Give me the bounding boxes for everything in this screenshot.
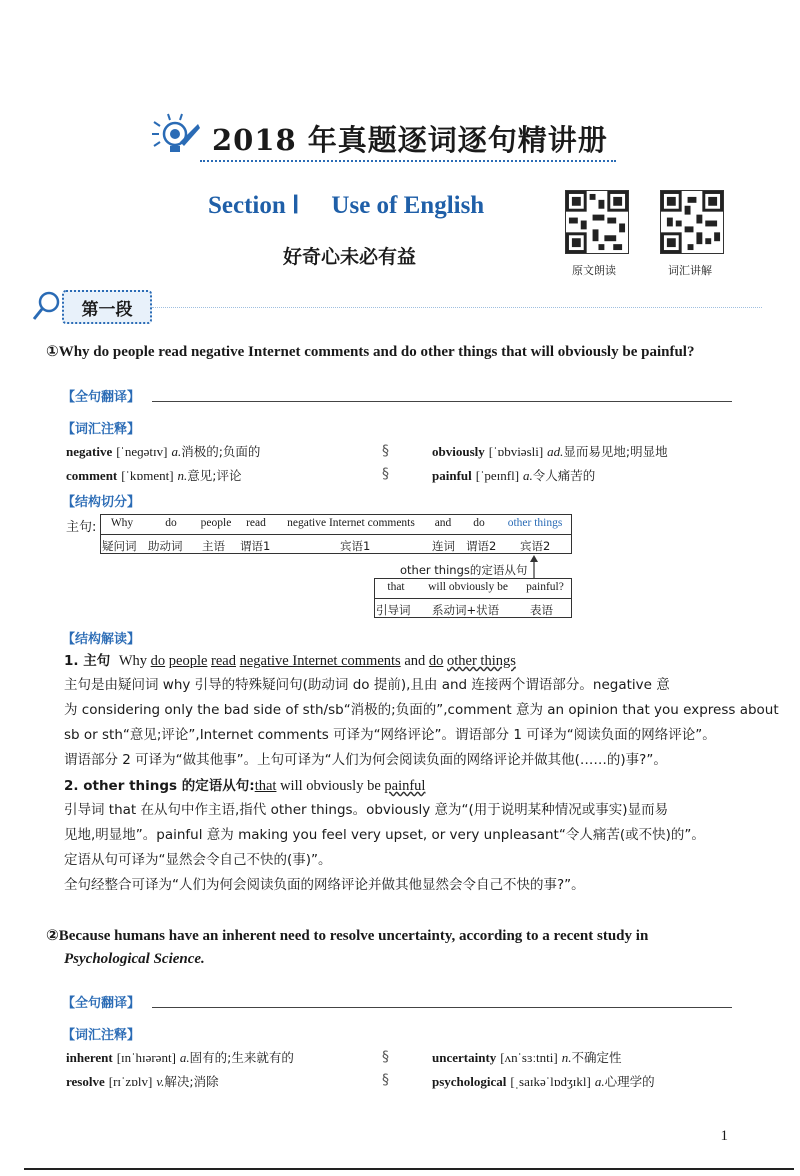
struct-role: 疑问词 xyxy=(102,539,137,553)
struct-word: Why xyxy=(110,517,134,529)
analysis-line: sb or sth“意见;评论”,Internet comments 可译为“网络评论”。谓语部分 1 可译为“阅读负面的网络评论”。 xyxy=(64,727,716,743)
tag-vocab: 【词汇注释】 xyxy=(62,1028,141,1043)
main-clause-label: 主句: xyxy=(66,520,97,535)
tag-vocab: 【词汇注释】 xyxy=(62,422,141,437)
struct-role: 谓语2 xyxy=(466,539,497,553)
vocab-separator: § xyxy=(382,1049,389,1065)
analysis-line: 见地,明显地”。painful 意为 making you feel very upset, or very unpleasant“令人痛苦(或不快)的”。 xyxy=(64,827,705,843)
struct-role: 宾语2 xyxy=(520,539,551,553)
arrow-up-icon xyxy=(528,554,540,578)
struct-word: that xyxy=(387,581,405,593)
vocab-entry: painful [ˈpeɪnfl] a.令人痛苦的 xyxy=(432,468,596,483)
analysis-line: 定语从句可译为“显然会令自己不快的(事)”。 xyxy=(64,852,332,868)
analysis-heading-1: 1. 主句 Why do people read negative Internet comments and do other things xyxy=(64,653,516,669)
title-dotted-rule xyxy=(200,160,616,162)
qr-label-vocab: 词汇讲解 xyxy=(668,264,712,277)
clause-label: other things的定语从句 xyxy=(400,563,528,577)
page-title: 2018 年真题逐词逐句精讲册 xyxy=(212,123,608,157)
qr-code-icon[interactable] xyxy=(660,190,724,254)
struct-word: will obviously be xyxy=(428,581,508,593)
vocab-entry: negative [ˈneɡətɪv] a.消极的;负面的 xyxy=(66,444,261,459)
analysis-line: 引导词 that 在从句中作主语,指代 other things。obviously 意为“(用于说明某种情况或事实)显而易 xyxy=(64,802,669,818)
struct-word: read xyxy=(246,517,266,529)
struct-role: 表语 xyxy=(530,603,553,617)
tag-analysis: 【结构解读】 xyxy=(62,632,141,647)
translation-blank[interactable] xyxy=(152,1007,732,1008)
qr-label-reading: 原文朗读 xyxy=(572,264,616,277)
analysis-line: 为 considering only the bad side of sth/sb“消极的;负面的”,comment 意为 an opinion that you express about xyxy=(64,702,779,718)
sentence-2-cont: Psychological Science. xyxy=(64,951,205,967)
vocab-entry: resolve [rɪˈzɒlv] v.解决;消除 xyxy=(66,1074,219,1089)
vocab-entry: inherent [ɪnˈhɪərənt] a.固有的;生来就有的 xyxy=(66,1050,294,1065)
struct-word: negative Internet comments xyxy=(287,517,415,529)
section-number: Section Ⅰ xyxy=(208,192,300,219)
struct-role: 助动词 xyxy=(148,539,183,553)
vocab-entry: psychological [ˌsaɪkəˈlɒdʒɪkl] a.心理学的 xyxy=(432,1074,655,1089)
analysis-line: 谓语部分 2 可译为“做其他事”。上句可译为“人们为何会阅读负面的网络评论并做其他(……的)事?”。 xyxy=(64,752,667,768)
magnifier-icon xyxy=(32,290,62,322)
analysis-line: 全句经整合可译为“人们为何会阅读负面的网络评论并做其他显然会令自己不快的事?”。 xyxy=(64,877,585,893)
struct-role: 主语 xyxy=(202,539,225,553)
paragraph-label: 第一段 xyxy=(62,290,152,324)
vocab-entry: obviously [ˈɒbviəsli] ad.显而易见地;明显地 xyxy=(432,444,668,459)
struct-role: 引导词 xyxy=(376,603,411,617)
struct-word: painful? xyxy=(526,581,564,593)
vocab-entry: uncertainty [ʌnˈsɜːtnti] n.不确定性 xyxy=(432,1050,622,1065)
vocab-separator: § xyxy=(382,1072,389,1088)
tag-translation: 【全句翻译】 xyxy=(62,996,141,1011)
light-bulb-icon xyxy=(150,112,202,160)
struct-role: 宾语1 xyxy=(340,539,371,553)
banner-rule xyxy=(152,307,762,308)
struct-word: people xyxy=(200,517,232,529)
section-heading xyxy=(208,190,484,220)
footer-rule xyxy=(24,1168,794,1170)
tag-structure: 【结构切分】 xyxy=(62,495,141,510)
sentence-1: ①Why do people read negative Internet comments and do other things that will obviously be painful? xyxy=(46,342,695,360)
struct-word: do xyxy=(473,517,485,529)
vocab-separator: § xyxy=(382,443,389,459)
struct-role: 系动词+状语 xyxy=(432,603,500,617)
analysis-heading-2: 2. other things 的定语从句:that will obviously be painful xyxy=(64,778,426,794)
struct-word: do xyxy=(165,517,177,529)
tag-translation: 【全句翻译】 xyxy=(62,390,141,405)
struct-word: other things xyxy=(507,517,563,529)
analysis-line: 主句是由疑问词 why 引导的特殊疑问句(助动词 do 提前),且由 and 连接两个谓语部分。negative 意 xyxy=(64,677,670,693)
qr-code-icon[interactable] xyxy=(565,190,629,254)
translation-blank[interactable] xyxy=(152,401,732,402)
struct-role: 谓语1 xyxy=(240,539,271,553)
section-name: Use of English xyxy=(331,192,485,219)
sentence-2: ②Because humans have an inherent need to resolve uncertainty, according to a recent study in xyxy=(46,926,649,944)
page-number: 1 xyxy=(720,1128,728,1144)
struct-role: 连词 xyxy=(432,539,455,553)
struct-word: and xyxy=(434,517,452,529)
vocab-separator: § xyxy=(382,466,389,482)
passage-subtitle: 好奇心未必有益 xyxy=(283,246,417,268)
vocab-entry: comment [ˈkɒment] n.意见;评论 xyxy=(66,468,242,483)
